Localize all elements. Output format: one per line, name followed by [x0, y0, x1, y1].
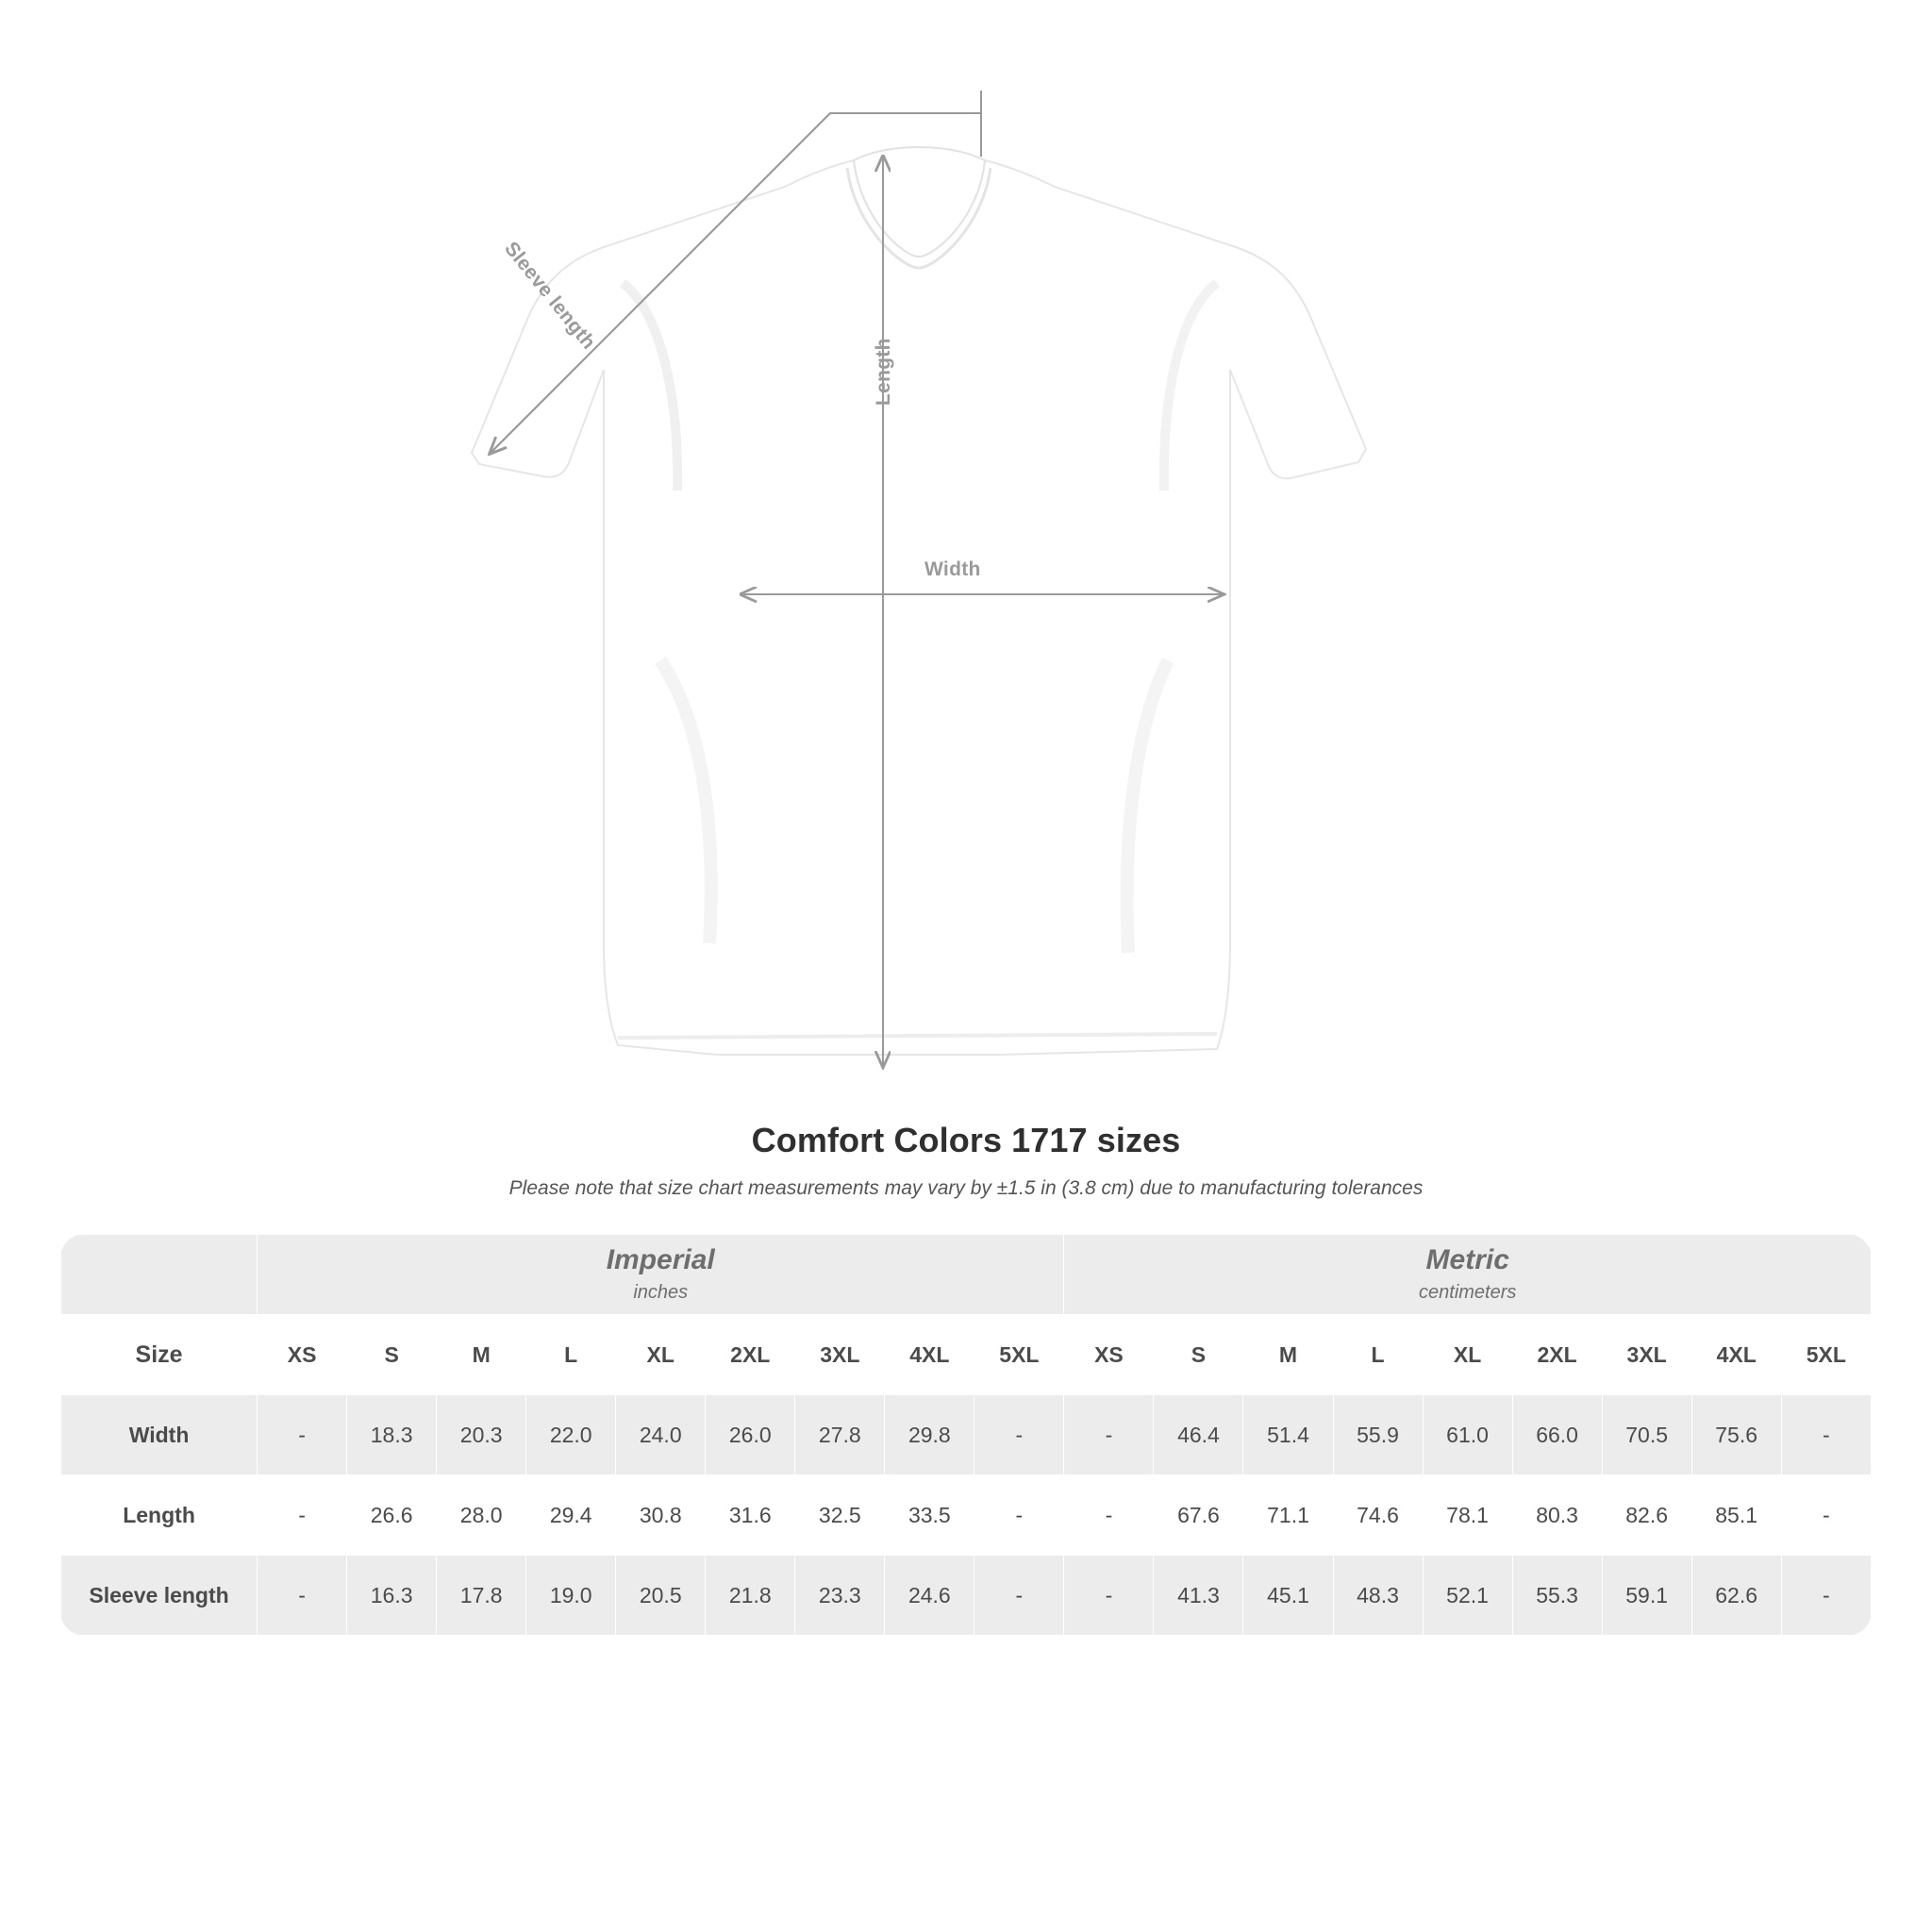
cell-width-metric-5xl: - [1781, 1395, 1871, 1475]
header-imperial-xl: XL [616, 1315, 706, 1395]
unit-metric-name: Metric [1425, 1244, 1509, 1276]
cell-length-imperial-2xl: 31.6 [706, 1475, 795, 1556]
cell-sleeve-metric-s: 41.3 [1154, 1556, 1243, 1636]
cell-sleeve-imperial-l: 19.0 [526, 1556, 616, 1636]
sleeve-length-label: Sleeve length [500, 238, 600, 354]
table-row [61, 1556, 1872, 1636]
cell-length-metric-s: 67.6 [1154, 1475, 1243, 1556]
header-imperial-m: M [437, 1315, 526, 1395]
size-corner-label: Size [61, 1315, 258, 1395]
cell-length-imperial-3xl: 32.5 [795, 1475, 885, 1556]
cell-width-imperial-4xl: 29.8 [885, 1395, 974, 1475]
cell-length-imperial-xl: 30.8 [616, 1475, 706, 1556]
cell-sleeve-metric-3xl: 59.1 [1602, 1556, 1691, 1636]
cell-width-imperial-2xl: 26.0 [706, 1395, 795, 1475]
unit-imperial-name: Imperial [606, 1244, 715, 1276]
header-metric-xs: XS [1064, 1315, 1154, 1395]
cell-length-imperial-m: 28.0 [437, 1475, 526, 1556]
cell-length-metric-2xl: 80.3 [1512, 1475, 1602, 1556]
length-label: Length [873, 338, 894, 406]
header-imperial-5xl: 5XL [974, 1315, 1064, 1395]
cell-width-metric-l: 55.9 [1333, 1395, 1423, 1475]
cell-width-imperial-xl: 24.0 [616, 1395, 706, 1475]
header-metric-m: M [1243, 1315, 1333, 1395]
unit-metric-cell [1064, 1235, 1872, 1315]
header-metric-l: L [1333, 1315, 1423, 1395]
cell-length-metric-5xl: - [1781, 1475, 1871, 1556]
cell-width-metric-xl: 61.0 [1423, 1395, 1512, 1475]
row-label-length: Length [61, 1475, 258, 1556]
cell-length-metric-3xl: 82.6 [1602, 1475, 1691, 1556]
unit-imperial-cell [258, 1235, 1064, 1315]
header-imperial-3xl: 3XL [795, 1315, 885, 1395]
cell-width-imperial-l: 22.0 [526, 1395, 616, 1475]
cell-width-imperial-3xl: 27.8 [795, 1395, 885, 1475]
cell-length-metric-xl: 78.1 [1423, 1475, 1512, 1556]
cell-sleeve-metric-xl: 52.1 [1423, 1556, 1512, 1636]
cell-sleeve-imperial-5xl: - [974, 1556, 1064, 1636]
cell-length-metric-xs: - [1064, 1475, 1154, 1556]
cell-width-metric-3xl: 70.5 [1602, 1395, 1691, 1475]
cell-length-imperial-4xl: 33.5 [885, 1475, 974, 1556]
cell-sleeve-imperial-m: 17.8 [437, 1556, 526, 1636]
unit-corner-cell [61, 1235, 258, 1315]
cell-width-imperial-m: 20.3 [437, 1395, 526, 1475]
row-label-width: Width [61, 1395, 258, 1475]
cell-length-imperial-5xl: - [974, 1475, 1064, 1556]
cell-sleeve-metric-2xl: 55.3 [1512, 1556, 1602, 1636]
unit-imperial-sub: inches [633, 1281, 689, 1303]
header-imperial-l: L [526, 1315, 616, 1395]
cell-length-imperial-s: 26.6 [347, 1475, 437, 1556]
cell-sleeve-imperial-4xl: 24.6 [885, 1556, 974, 1636]
header-imperial-xs: XS [258, 1315, 347, 1395]
header-metric-2xl: 2XL [1512, 1315, 1602, 1395]
title-block [0, 1121, 1932, 1200]
cell-width-imperial-5xl: - [974, 1395, 1064, 1475]
cell-sleeve-imperial-s: 16.3 [347, 1556, 437, 1636]
table-row [61, 1395, 1872, 1475]
unit-metric-sub: centimeters [1419, 1281, 1517, 1303]
cell-sleeve-imperial-xs: - [258, 1556, 347, 1636]
cell-width-metric-m: 51.4 [1243, 1395, 1333, 1475]
unit-header-row [61, 1235, 1872, 1315]
cell-width-metric-4xl: 75.6 [1691, 1395, 1781, 1475]
cell-sleeve-metric-xs: - [1064, 1556, 1154, 1636]
header-imperial-4xl: 4XL [885, 1315, 974, 1395]
cell-length-imperial-l: 29.4 [526, 1475, 616, 1556]
cell-width-metric-2xl: 66.0 [1512, 1395, 1602, 1475]
cell-sleeve-imperial-3xl: 23.3 [795, 1556, 885, 1636]
tshirt-shape [472, 147, 1366, 1055]
cell-length-metric-m: 71.1 [1243, 1475, 1333, 1556]
cell-sleeve-metric-m: 45.1 [1243, 1556, 1333, 1636]
width-label: Width [924, 558, 981, 580]
cell-width-imperial-xs: - [258, 1395, 347, 1475]
header-metric-3xl: 3XL [1602, 1315, 1691, 1395]
cell-length-metric-l: 74.6 [1333, 1475, 1423, 1556]
header-metric-4xl: 4XL [1691, 1315, 1781, 1395]
cell-length-metric-4xl: 85.1 [1691, 1475, 1781, 1556]
page-title: Comfort Colors 1717 sizes [751, 1121, 1181, 1159]
size-header-row [61, 1315, 1872, 1395]
cell-sleeve-imperial-xl: 20.5 [616, 1556, 706, 1636]
cell-width-metric-xs: - [1064, 1395, 1154, 1475]
size-table-container [60, 1234, 1872, 1636]
header-metric-s: S [1154, 1315, 1243, 1395]
table-row [61, 1475, 1872, 1556]
header-metric-xl: XL [1423, 1315, 1512, 1395]
cell-width-imperial-s: 18.3 [347, 1395, 437, 1475]
cell-width-metric-s: 46.4 [1154, 1395, 1243, 1475]
header-imperial-2xl: 2XL [706, 1315, 795, 1395]
size-table [60, 1234, 1872, 1636]
cell-length-imperial-xs: - [258, 1475, 347, 1556]
cell-sleeve-metric-4xl: 62.6 [1691, 1556, 1781, 1636]
header-imperial-s: S [347, 1315, 437, 1395]
header-metric-5xl: 5XL [1781, 1315, 1871, 1395]
cell-sleeve-metric-l: 48.3 [1333, 1556, 1423, 1636]
tolerance-note: Please note that size chart measurements may vary by ±1.5 in (3.8 cm) due to manufacturing tolerances [508, 1177, 1424, 1199]
row-label-sleeve-length: Sleeve length [61, 1556, 258, 1636]
cell-sleeve-imperial-2xl: 21.8 [706, 1556, 795, 1636]
cell-sleeve-metric-5xl: - [1781, 1556, 1871, 1636]
